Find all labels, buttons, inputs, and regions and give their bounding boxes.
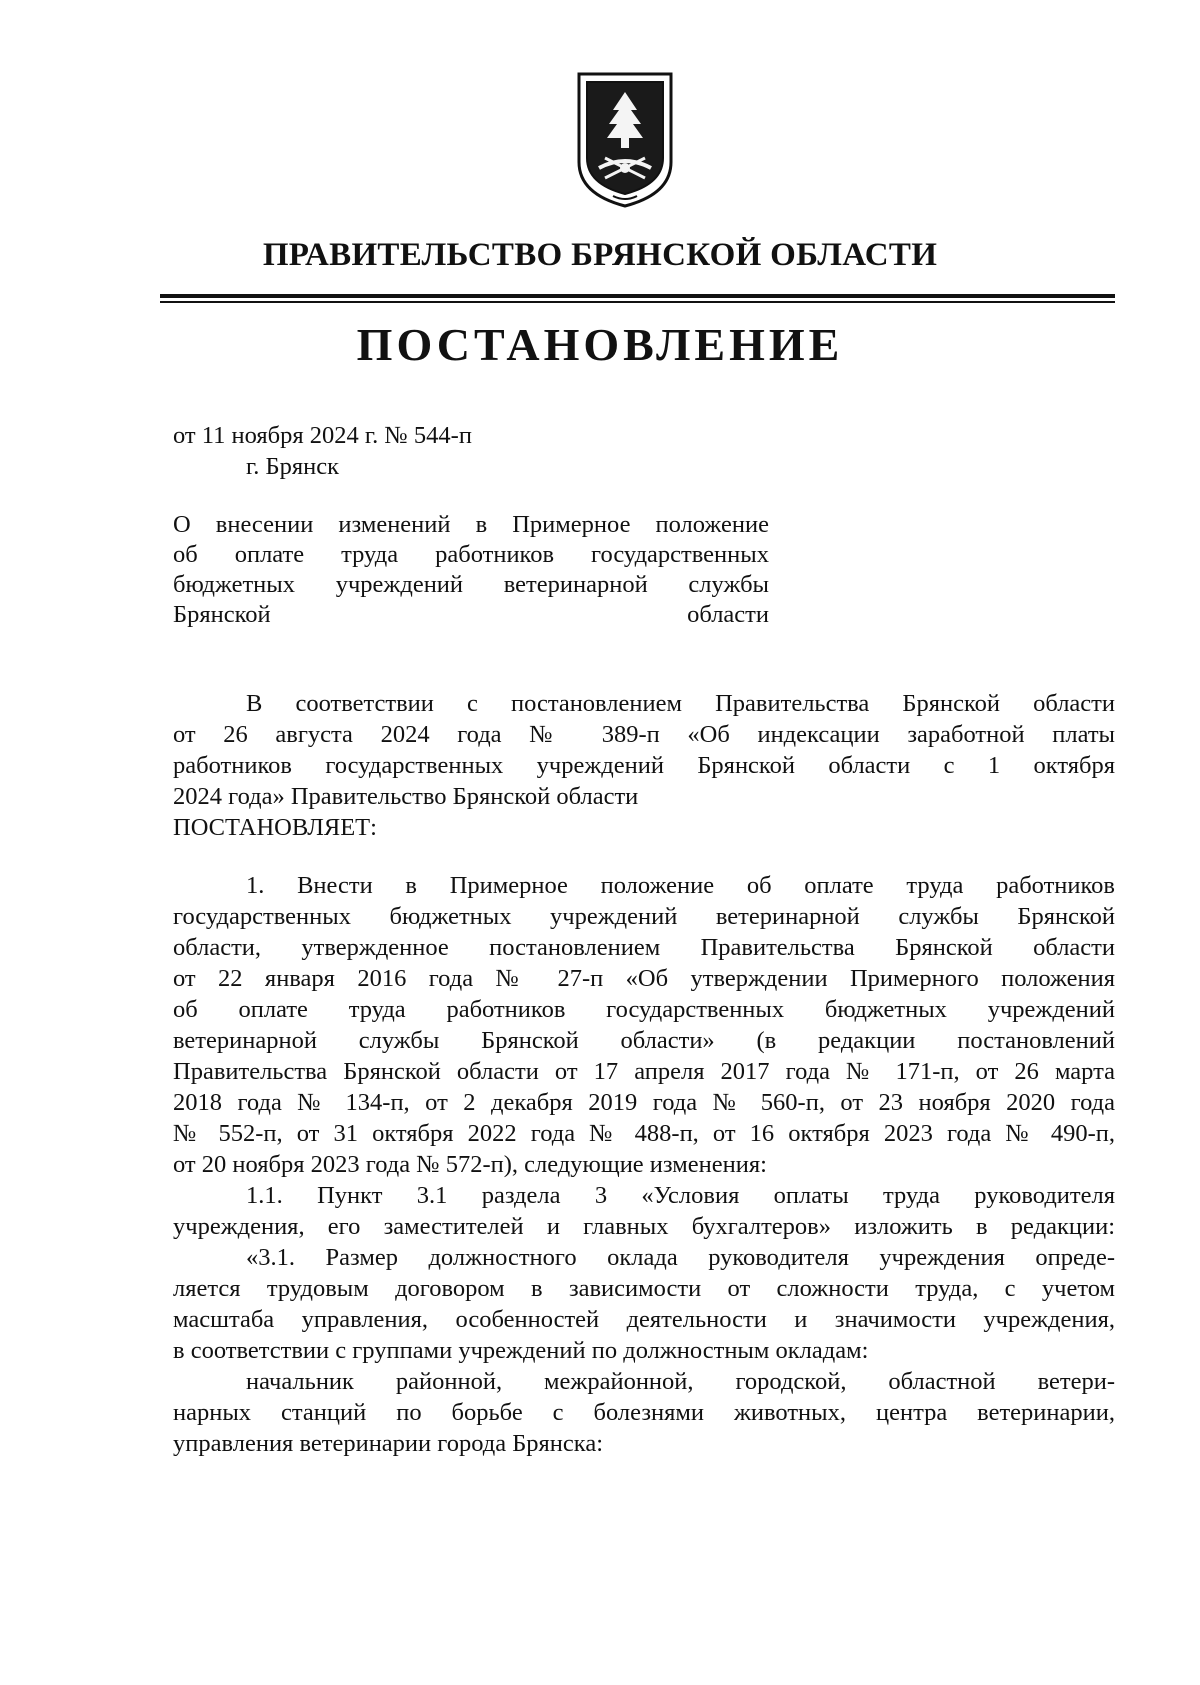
header-divider-thick <box>160 294 1115 298</box>
body-line: Правительства Брянской области от 17 апреля 2017 года № 171-п, от 26 марта <box>173 1058 1115 1085</box>
resolves-keyword: ПОСТАНОВЛЯЕТ: <box>173 814 377 841</box>
body-line: государственных бюджетных учреждений ветеринарной службы Брянской <box>173 903 1115 930</box>
subject-line: бюджетных учреждений ветеринарной службы <box>173 571 769 598</box>
preamble-line: 2024 года» Правительство Брянской области <box>173 783 639 810</box>
body-line: № 552-п, от 31 октября 2022 года № 488-п, от 16 октября 2023 года № 490-п, <box>173 1120 1115 1147</box>
body-line: управления ветеринарии города Брянска: <box>173 1430 604 1457</box>
body-line: 1. Внести в Примерное положение об оплате труда работников <box>246 872 1115 899</box>
subject-line: об оплате труда работников государственных <box>173 541 769 568</box>
document-type-heading: ПОСТАНОВЛЕНИЕ <box>356 319 844 370</box>
subject-line: О внесении изменений в Примерное положение <box>173 511 769 538</box>
body-line: «3.1. Размер должностного оклада руководителя учреждения опреде- <box>246 1244 1115 1271</box>
body-line: в соответствии с группами учреждений по должностным окладам: <box>173 1337 869 1364</box>
body-line: ветеринарной службы Брянской области» (в редакции постановлений <box>173 1027 1115 1054</box>
document-city: г. Брянск <box>246 453 340 480</box>
subject-line: Брянской области <box>173 601 769 628</box>
body-line: 1.1. Пункт 3.1 раздела 3 «Условия оплаты труда руководителя <box>246 1182 1115 1209</box>
body-line: начальник районной, межрайонной, городской, областной ветери- <box>246 1368 1115 1395</box>
preamble-line: В соответствии с постановлением Правительства Брянской области <box>246 690 1115 717</box>
body-line: масштаба управления, особенностей деятельности и значимости учреждения, <box>173 1306 1115 1333</box>
body-line: нарных станций по борьбе с болезнями животных, центра ветеринарии, <box>173 1399 1115 1426</box>
organization-title: ПРАВИТЕЛЬСТВО БРЯНСКОЙ ОБЛАСТИ <box>262 237 938 273</box>
body-line: об оплате труда работников государственных бюджетных учреждений <box>173 996 1115 1023</box>
body-line: от 22 января 2016 года № 27-п «Об утверждении Примерного положения <box>173 965 1115 992</box>
preamble-line: работников государственных учреждений Брянской области с 1 октября <box>173 752 1115 779</box>
body-line: от 20 ноября 2023 года № 572-п), следующие изменения: <box>173 1151 767 1178</box>
body-line: 2018 года № 134-п, от 2 декабря 2019 года № 560-п, от 23 ноября 2020 года <box>173 1089 1115 1116</box>
body-line: учреждения, его заместителей и главных бухгалтеров» изложить в редакции: <box>173 1213 1115 1240</box>
body-line: ляется трудовым договором в зависимости от сложности труда, с учетом <box>173 1275 1115 1302</box>
body-line: области, утвержденное постановлением Правительства Брянской области <box>173 934 1115 961</box>
preamble-line: от 26 августа 2024 года № 389-п «Об индексации заработной платы <box>173 721 1115 748</box>
header-divider-thin <box>160 301 1115 303</box>
coat-of-arms-icon <box>573 70 677 210</box>
document-date-number: от 11 ноября 2024 г. № 544-п <box>173 422 472 449</box>
